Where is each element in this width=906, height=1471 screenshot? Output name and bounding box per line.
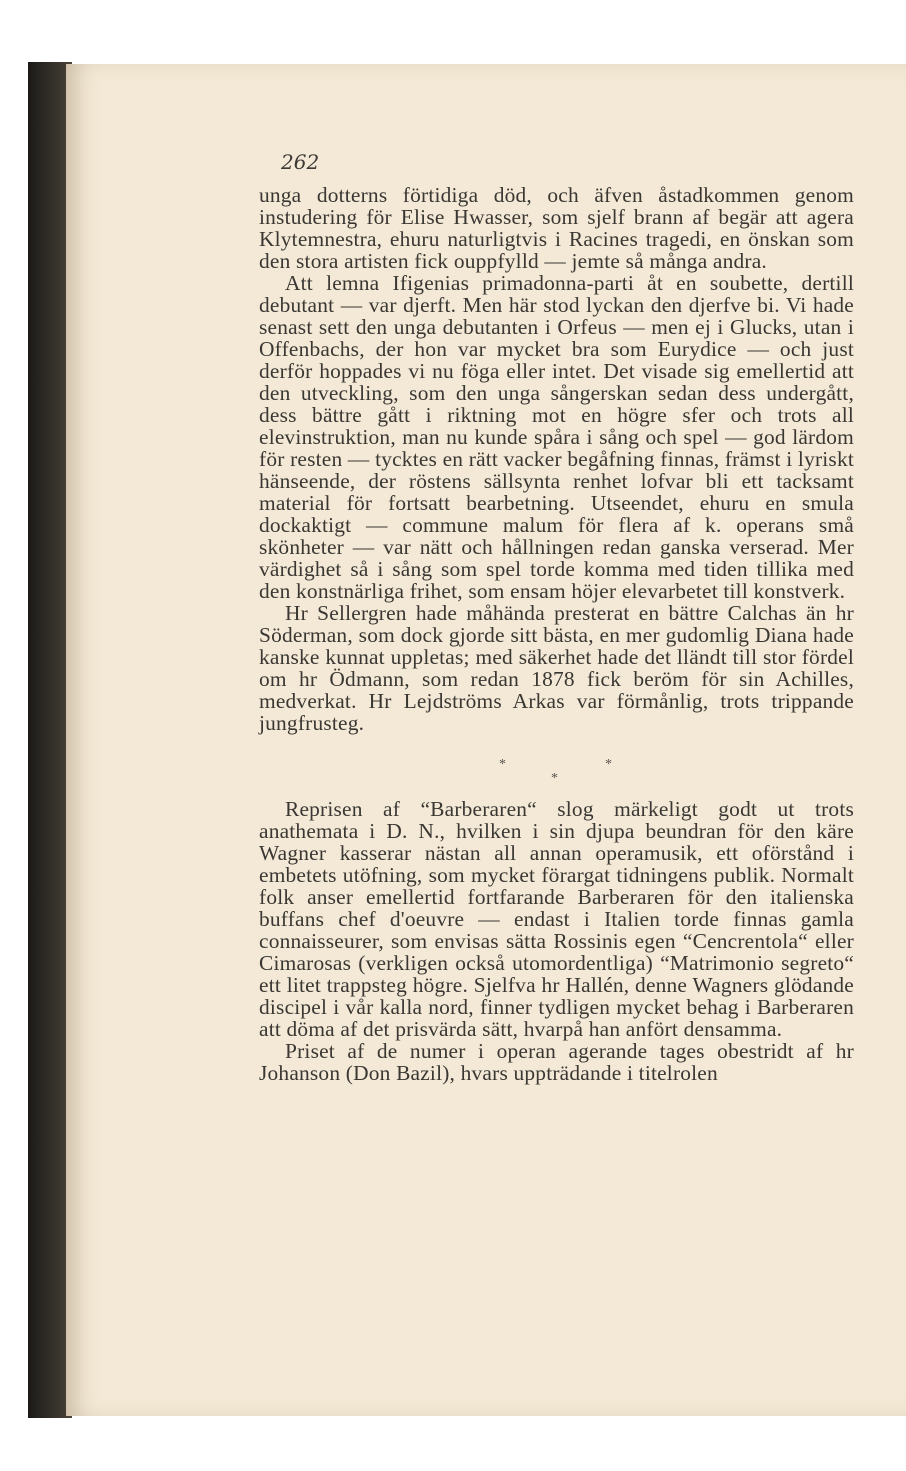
body-text xyxy=(259,184,854,1084)
section-separator xyxy=(259,734,854,798)
paragraph: Priset af de numer i operan agerande tages obestridt af hr Johanson (Don Bazil), hvars uppträdande i titelrolen xyxy=(259,1039,854,1085)
separator-star: * xyxy=(551,771,558,786)
paragraph: Hr Sellergren hade måhända presterat en bättre Calchas än hr Söderman, som dock gjorde sitt bästa, en mer gudomlig Diana hade kanske kunnat uppletas; med säkerhet hade det lländt till stor fördel om hr Ödmann, som redan 1878 fick beröm för sin Achilles, medverkat. Hr Lejdströms Arkas var förmånlig, trots trippande jungfrusteg. xyxy=(259,601,854,735)
paragraph: Att lemna Ifigenias primadonna-parti åt en soubette, dertill debutant — var djerft. Men här stod lyckan den djerfve bi. Vi hade senast sett den unga debutanten i Orfeus — men ej i Glucks, utan i Offenbachs, der hon var mycket bra som Eurydice — och just derför hoppades vi nu föga eller intet. Det visade sig emellertid att den utveckling, som den unga sångerskan sedan dess undergått, dess bättre gått i riktning mot en högre sfer och trots all elevinstruktion, man nu kunde spåra i sång och spel — god lärdom för resten — tycktes en rätt vacker begåfning finnas, främst i lyriskt hänseende, der röstens sällsynta renhet lofvar bli ett tacksamt material för fortsatt bearbetning. Utseendet, ehuru en smula dockaktigt — commune malum för flera af k. operans små skönheter — var nätt och hållningen redan ganska verserad. Mer värdighet så i sång som spel torde komma med tiden tillika med den konstnärliga frihet, som ensam höjer elevarbetet till konstverk. xyxy=(259,271,854,603)
paragraph: Reprisen af “Barberaren“ slog märkeligt godt ut trots anathemata i D. N., hvilken i sin djupa beundran för den käre Wagner kasserar nästan all annan operamusik, ett oförstånd i embetets utöfning, som mycket förargat tidningens publik. Normalt folk anser emellertid fortfarande Barberaren för den italienska buffans chef d'oeuvre — endast i Italien torde finnas gamla connaisseurer, som envisas sätta Rossinis egen “Cencrentola“ eller Cimarosas (verkligen också utomordentliga) “Matrimonio segreto“ ett litet trappsteg högre. Sjelfva hr Hallén, denne Wagners glödande discipel i vår kalla nord, finner tydligen mycket behag i Barberaren att döma af det prisvärda sätt, hvarpå han anfört densamma. xyxy=(259,797,854,1041)
paragraph: unga dotterns förtidiga död, och äfven åstadkommen genom instudering för Elise Hwasser, som sjelf brann af begär att agera Klytemnestra, ehuru naturligtvis i Racines tragedi, en önskan som den stora artisten fick ouppfylld — jemte så många andra. xyxy=(259,183,854,273)
page-number: 262 xyxy=(281,150,320,174)
separator-star: * xyxy=(605,757,612,772)
separator-star: * xyxy=(499,757,506,772)
